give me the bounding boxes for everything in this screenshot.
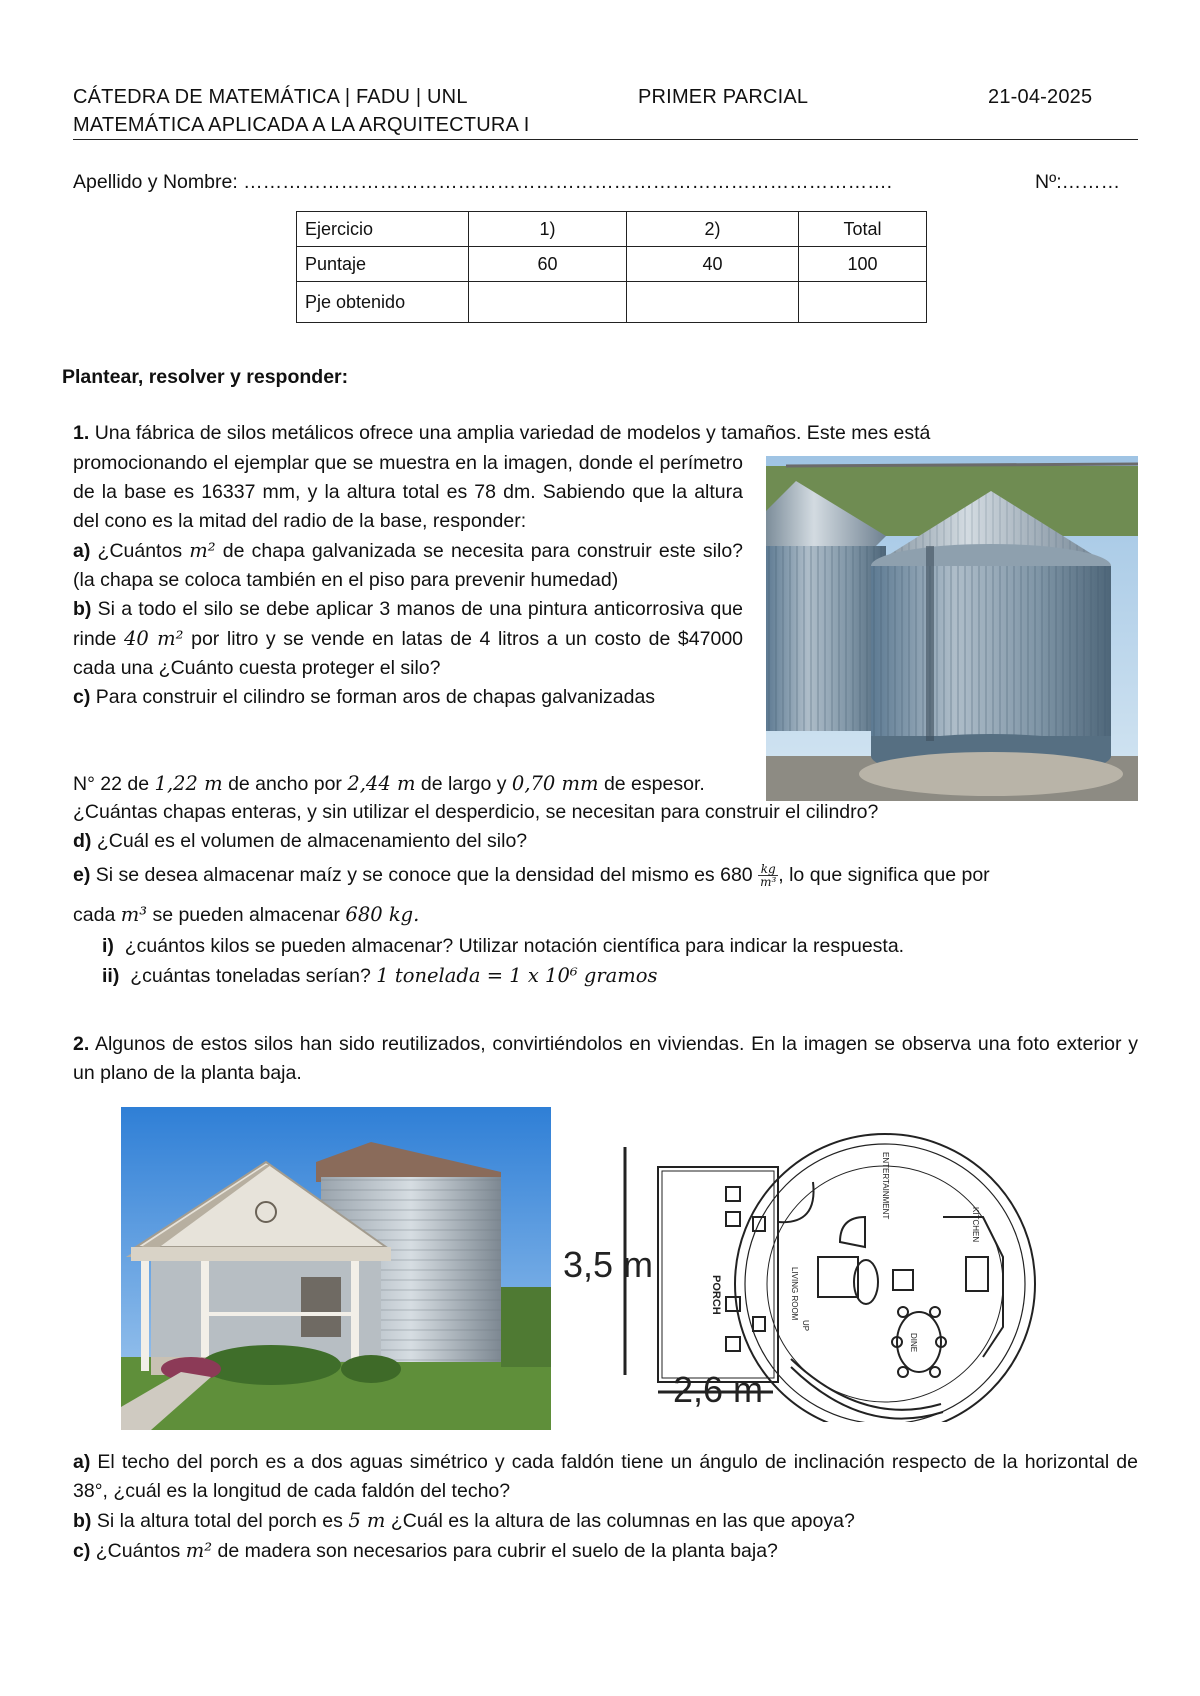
header-rule (73, 139, 1138, 140)
floor-plan (563, 1107, 1038, 1422)
math-unit: 2,44 m (347, 772, 416, 795)
text-span: ¿cuántos kilos se pueden almacenar? Utilizar notación científica para indicar la respuesta. (124, 935, 905, 957)
student-name-field[interactable]: Apellido y Nombre: ………………………………………………………………………………………. (73, 171, 893, 193)
text-span: El techo del porch es a dos aguas simétrico y cada faldón tiene un ángulo de inclinación respecto de la horizontal de 38°, ¿cuál es la longitud de cada faldón del techo? (73, 1451, 1138, 1502)
exam-date: 21-04-2025 (988, 86, 1093, 108)
text-span: ¿Cuál es el volumen de almacenamiento del silo? (96, 830, 528, 852)
exercise-1-first-line (73, 419, 1138, 448)
table-cell: 1) (469, 212, 627, 247)
exercise-2c (73, 1536, 1138, 1566)
table-row (297, 247, 927, 282)
exercise-1e-ii (102, 961, 1132, 991)
exercise-1c-line1 (73, 683, 743, 712)
exam-title: PRIMER PARCIAL (638, 86, 809, 108)
text-span: de chapa galvanizada se necesita para construir este silo? (la chapa se coloca también en el piso para prevenir humedad) (73, 540, 744, 591)
exercise-1d (73, 827, 1138, 856)
text-span: Para construir el cilindro se forman aros de chapas galvanizadas (95, 686, 656, 708)
exercise-1e (73, 861, 1143, 890)
math-unit: 680 kg. (345, 903, 420, 926)
exercise-2-number: 2. (73, 1033, 90, 1055)
exercise-2-questions (73, 1448, 1138, 1566)
table-row (297, 212, 927, 247)
text-span: Algunos de estos silos han sido reutilizados, convirtiéndolos en viviendas. En la imagen se observa una foto exterior y un plano de la planta baja. (73, 1033, 1138, 1084)
exercise-1c-line2 (73, 769, 773, 799)
house-photo (121, 1107, 551, 1430)
table-cell: 100 (799, 247, 927, 282)
math-unit: 0,70 mm (511, 772, 599, 795)
math-unit: m³ (120, 903, 148, 926)
score-input-total[interactable] (799, 282, 927, 323)
item-label: d) (73, 830, 92, 852)
item-label: a) (73, 1451, 91, 1473)
exercise-2-intro (73, 1030, 1138, 1088)
exercise-2a (73, 1448, 1138, 1506)
exercise-1e-i (102, 932, 1132, 961)
score-input-ex2[interactable] (627, 282, 799, 323)
text-span: de ancho por (228, 773, 342, 795)
exercise-1-column (73, 449, 743, 712)
table-cell: 60 (469, 247, 627, 282)
item-label: b) (73, 1510, 92, 1532)
exercise-1a (73, 536, 743, 595)
score-input-ex1[interactable] (469, 282, 627, 323)
text-span: ¿cuántas toneladas serían? (130, 965, 371, 987)
table-cell: Ejercicio (297, 212, 469, 247)
item-label: e) (73, 864, 91, 886)
exercise-1c-line3: ¿Cuántas chapas enteras, y sin utilizar el desperdicio, se necesitan para construir el cilindro? (73, 801, 879, 823)
text-span: Si se desea almacenar maíz y se conoce que la densidad del mismo es 680 (95, 864, 753, 886)
density-fraction (758, 863, 778, 888)
table-cell: Puntaje (297, 247, 469, 282)
text-span: ¿Cuántos (97, 540, 183, 562)
text-span: se pueden almacenar (152, 904, 340, 926)
text-span: N° 22 de (73, 773, 150, 795)
math-unit: m² (185, 1539, 213, 1562)
plan-dimension-width: 2,6 m (673, 1369, 764, 1410)
table-cell: Pje obtenido (297, 282, 469, 323)
math-unit: 1,22 m (154, 772, 223, 795)
exercise-1-line1: Una fábrica de silos metálicos ofrece una amplia variedad de modelos y tamaños. Este mes está (94, 422, 931, 444)
subject-title: MATEMÁTICA APLICADA A LA ARQUITECTURA I (73, 114, 530, 136)
silo-photo (766, 456, 1138, 801)
fraction-denominator: m³ (760, 875, 777, 890)
plan-dimension-height: 3,5 m (563, 1244, 654, 1285)
plan-label-porch: PORCH (710, 1275, 722, 1315)
fraction-numerator: kg (758, 863, 778, 876)
table-cell: Total (799, 212, 927, 247)
table-cell: 40 (627, 247, 799, 282)
item-label: c) (73, 1540, 91, 1562)
item-label: ii) (102, 965, 120, 987)
item-label: a) (73, 540, 91, 562)
item-label: c) (73, 686, 91, 708)
math-unit: 5 m (348, 1509, 386, 1532)
score-table (296, 211, 927, 323)
exercise-1-intro: promocionando el ejemplar que se muestra en la imagen, donde el perímetro de la base es 16337 mm, y la altura total es 78 dm. Sabiendo que la altura del cono es la mitad del radio de la base, responder: (73, 452, 743, 532)
text-span: de largo y (420, 773, 507, 795)
exercise-1-number: 1. (73, 422, 90, 444)
exercise-1e-subitems (102, 932, 1132, 991)
plan-label-dine: DINE (909, 1333, 918, 1353)
text-span: por litro y se vende en latas de 4 litros a un costo de $47000 cada una ¿Cuánto cuesta proteger el silo? (73, 628, 744, 679)
math-unit: 40 m² (123, 627, 184, 650)
item-label: b) (73, 598, 92, 620)
text-span: Si a todo el silo se debe aplicar 3 manos de una pintura anticorrosiva que rinde (73, 598, 744, 650)
item-label: i) (102, 935, 114, 957)
text-span: de espesor. (603, 773, 705, 795)
exercise-1e-line2 (73, 900, 1138, 930)
text-span: , lo que significa que por (778, 864, 990, 886)
exercise-2b (73, 1506, 1138, 1536)
student-number-field[interactable]: Nº:……… (1035, 171, 1121, 193)
course-title: CÁTEDRA DE MATEMÁTICA | FADU | UNL (73, 86, 468, 108)
instructions-heading: Plantear, resolver y responder: (62, 366, 349, 388)
table-cell: 2) (627, 212, 799, 247)
text-span: cada (73, 904, 116, 926)
exercise-1-continued (73, 798, 1138, 856)
math-formula: 1 tonelada = 1 x 10⁶ gramos (376, 964, 658, 987)
plan-label-kitchen: KITCHEN (971, 1207, 980, 1243)
text-span: de madera son necesarios para cubrir el suelo de la planta baja? (217, 1540, 778, 1562)
plan-label-entertainment: ENTERTAINMENT (881, 1152, 890, 1220)
text-span: Si la altura total del porch es (96, 1510, 343, 1532)
text-span: ¿Cuál es la altura de las columnas en las que apoya? (390, 1510, 855, 1532)
plan-label-living: LIVING ROOM (790, 1267, 799, 1321)
plan-label-up: UP (801, 1320, 810, 1332)
text-span: ¿Cuántos (95, 1540, 181, 1562)
math-unit: m² (189, 539, 216, 562)
table-row (297, 282, 927, 323)
exercise-1b (73, 595, 743, 683)
